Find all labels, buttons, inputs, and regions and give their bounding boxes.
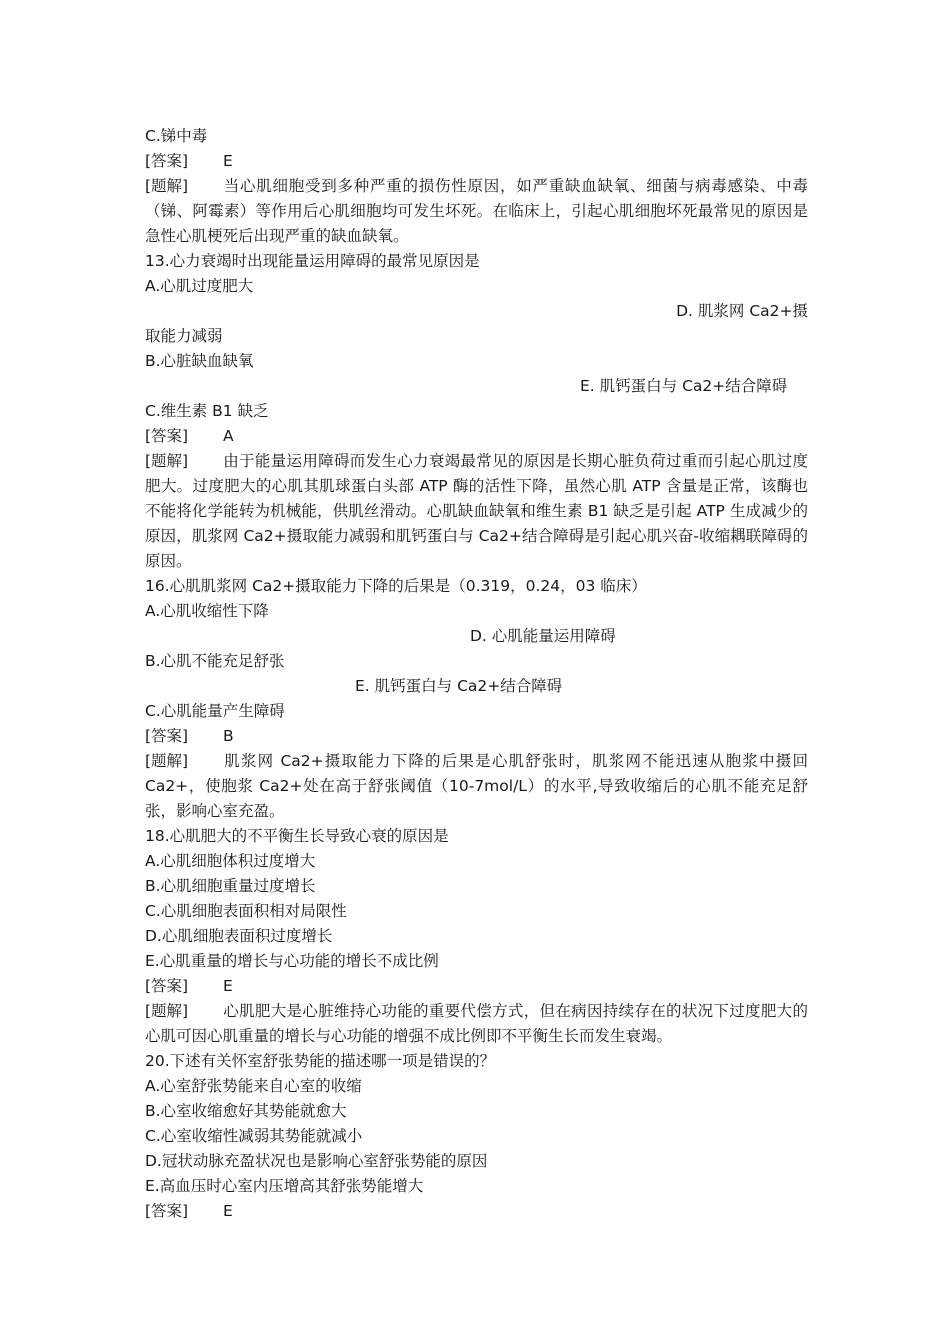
q13-answer (145, 424, 808, 449)
q13-option-e: E. 肌钙蛋白与 Ca2+结合障碍 (580, 377, 788, 395)
explain-tag: [题解] (145, 1002, 189, 1020)
answer-value: E (223, 152, 233, 170)
answer-tag: [答案] (145, 152, 189, 170)
q13-title: 13.心力衰竭时出现能量运用障碍的最常见原因是 (145, 252, 480, 270)
q16-option-c: C.心肌能量产生障碍 (145, 702, 285, 720)
q20-option-c: C.心室收缩性减弱其势能就减小 (145, 1127, 363, 1145)
answer-tag: [答案] (145, 427, 189, 445)
q18-title: 18.心肌肥大的不平衡生长导致心衰的原因是 (145, 827, 449, 845)
explain-text: 肌浆网 Ca2+摄取能力下降的后果是心肌舒张时，肌浆网不能迅速从胞浆中摄回 Ca2+，使胞浆 Ca2+处在高于舒张阈值（10-7mol/L）的水平,导致收缩后的心肌不能充足舒张，影响心室充盈。 (145, 752, 808, 820)
q20-option-b: B.心室收缩愈好其势能就愈大 (145, 1102, 347, 1120)
answer-tag: [答案] (145, 977, 189, 995)
answer-tag: [答案] (145, 1202, 189, 1220)
answer-value: B (223, 727, 234, 745)
q18-option-e: E.心肌重量的增长与心功能的增长不成比例 (145, 952, 439, 970)
q16-answer (145, 724, 808, 749)
q20-title: 20.下述有关怀室舒张势能的描述哪一项是错误的？ (145, 1052, 496, 1070)
q20-answer (145, 1199, 808, 1224)
answer-value: A (223, 427, 234, 445)
q18-option-a: A.心肌细胞体积过度增大 (145, 852, 316, 870)
answer-value: E (223, 977, 233, 995)
q18-option-b: B.心肌细胞重量过度增长 (145, 877, 316, 895)
q16-option-a: A.心肌收缩性下降 (145, 602, 269, 620)
q16-title: 16.心肌肌浆网 Ca2+摄取能力下降的后果是（0.319，0.24，03 临床） (145, 577, 647, 595)
q12-answer (145, 149, 808, 174)
explain-text: 当心肌细胞受到多种严重的损伤性原因，如严重缺血缺氧、细菌与病毒感染、中毒（锑、阿霉素）等作用后心肌细胞均可发生坏死。在临床上，引起心肌细胞坏死最常见的原因是急性心肌梗死后出现严重的缺血缺氧。 (145, 177, 808, 245)
answer-tag: [答案] (145, 727, 189, 745)
q16-option-e: E. 肌钙蛋白与 Ca2+结合障碍 (355, 677, 563, 695)
answer-value: E (223, 1202, 233, 1220)
explain-tag: [题解] (145, 752, 189, 770)
explain-text: 由于能量运用障碍而发生心力衰竭最常见的原因是长期心脏负荷过重而引起心肌过度肥大。过度肥大的心肌其肌球蛋白头部 ATP 酶的活性下降，虽然心肌 ATP 含量是正常，该酶也不能将化学能转为机械能，供肌丝滑动。心肌缺血缺氧和维生素 B1 缺乏是引起 ATP 生成减少的原因，肌浆网 Ca2+摄取能力减弱和肌钙蛋白与 Ca2+结合障碍是引起心肌兴奋-收缩耦联障碍的原因。 (145, 452, 808, 570)
q18-option-d: D.心肌细胞表面积过度增长 (145, 927, 333, 945)
q13-option-b: B.心脏缺血缺氧 (145, 352, 254, 370)
q13-option-c: C.维生素 B1 缺乏 (145, 402, 269, 420)
q16-option-b: B.心肌不能充足舒张 (145, 652, 285, 670)
q18-explanation (145, 999, 808, 1049)
q16-option-d: D. 心肌能量运用障碍 (470, 627, 616, 645)
explain-tag: [题解] (145, 177, 189, 195)
q12-option-c: C.锑中毒 (145, 127, 208, 145)
q13-option-d: D. 肌浆网 Ca2+摄 (676, 302, 808, 320)
q16-explanation (145, 749, 808, 824)
q20-option-a: A.心室舒张势能来自心室的收缩 (145, 1077, 362, 1095)
q18-option-c: C.心肌细胞表面积相对局限性 (145, 902, 347, 920)
explain-text: 心肌肥大是心脏维持心功能的重要代偿方式，但在病因持续存在的状况下过度肥大的心肌可因心肌重量的增长与心功能的增强不成比例即不平衡生长而发生衰竭。 (145, 1002, 808, 1045)
q13-explanation (145, 449, 808, 574)
q13-option-a: A.心肌过度肥大 (145, 277, 254, 295)
q12-explanation (145, 174, 808, 249)
explain-tag: [题解] (145, 452, 189, 470)
q20-option-e: E.高血压时心室内压增高其舒张势能增大 (145, 1177, 424, 1195)
q18-answer (145, 974, 808, 999)
document-body (145, 124, 808, 1224)
q13-option-d-continued: 取能力减弱 (145, 327, 223, 345)
q20-option-d: D.冠状动脉充盈状况也是影响心室舒张势能的原因 (145, 1152, 488, 1170)
